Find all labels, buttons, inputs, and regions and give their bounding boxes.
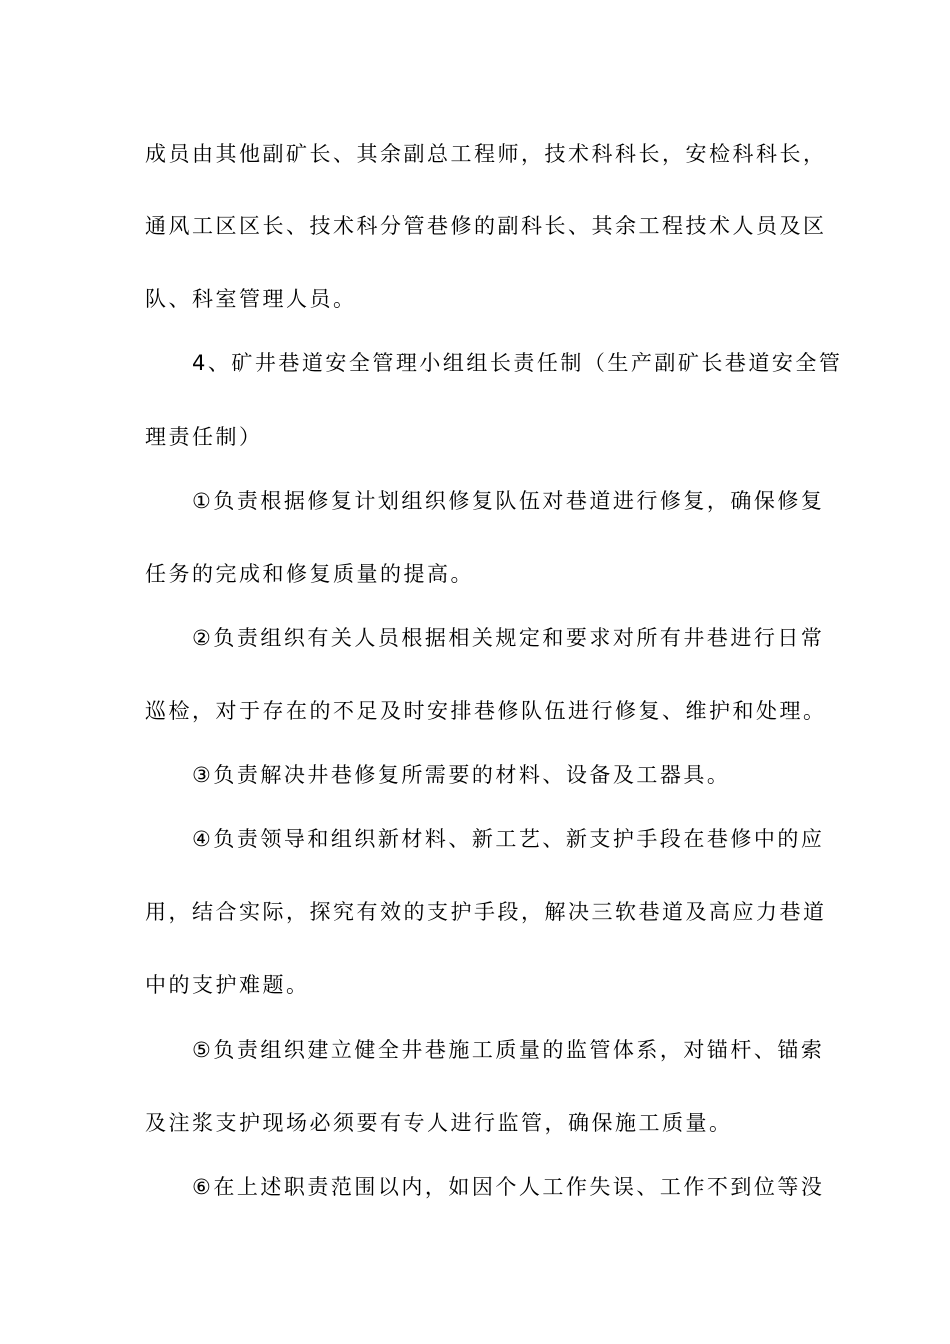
- text-line-4: 4、矿井巷道安全管理小组组长责任制（生产副矿长巷道安全管: [192, 351, 843, 375]
- text-line-2: 通风工区区长、技术科分管巷修的副科长、其余工程技术人员及区: [145, 214, 827, 238]
- text-line-1: 成员由其他副矿长、其余副总工程师，技术科科长，安检科科长，: [145, 142, 827, 166]
- text-line-11: ④负责领导和组织新材料、新工艺、新支护手段在巷修中的应: [192, 827, 825, 851]
- text-line-5: 理责任制）: [145, 425, 263, 449]
- text-line-13: 中的支护难题。: [145, 973, 310, 997]
- text-line-14: ⑤负责组织建立健全井巷施工质量的监管体系，对锚杆、锚索: [192, 1038, 825, 1062]
- text-line-16: ⑥在上述职责范围以内，如因个人工作失误、工作不到位等没: [192, 1175, 825, 1199]
- text-line-8: ②负责组织有关人员根据相关规定和要求对所有井巷进行日常: [192, 626, 825, 650]
- text-line-15: 及注浆支护现场必须要有专人进行监管，确保施工质量。: [145, 1111, 733, 1135]
- text-line-12: 用，结合实际，探究有效的支护手段，解决三软巷道及高应力巷道: [145, 900, 827, 924]
- text-line-9: 巡检，对于存在的不足及时安排巷修队伍进行修复、维护和处理。: [145, 699, 827, 723]
- text-line-6: ①负责根据修复计划组织修复队伍对巷道进行修复，确保修复: [192, 489, 825, 513]
- text-line-3: 队、科室管理人员。: [145, 287, 357, 311]
- text-line-10: ③负责解决井巷修复所需要的材料、设备及工器具。: [192, 763, 731, 787]
- text-line-7: 任务的完成和修复质量的提高。: [145, 562, 474, 586]
